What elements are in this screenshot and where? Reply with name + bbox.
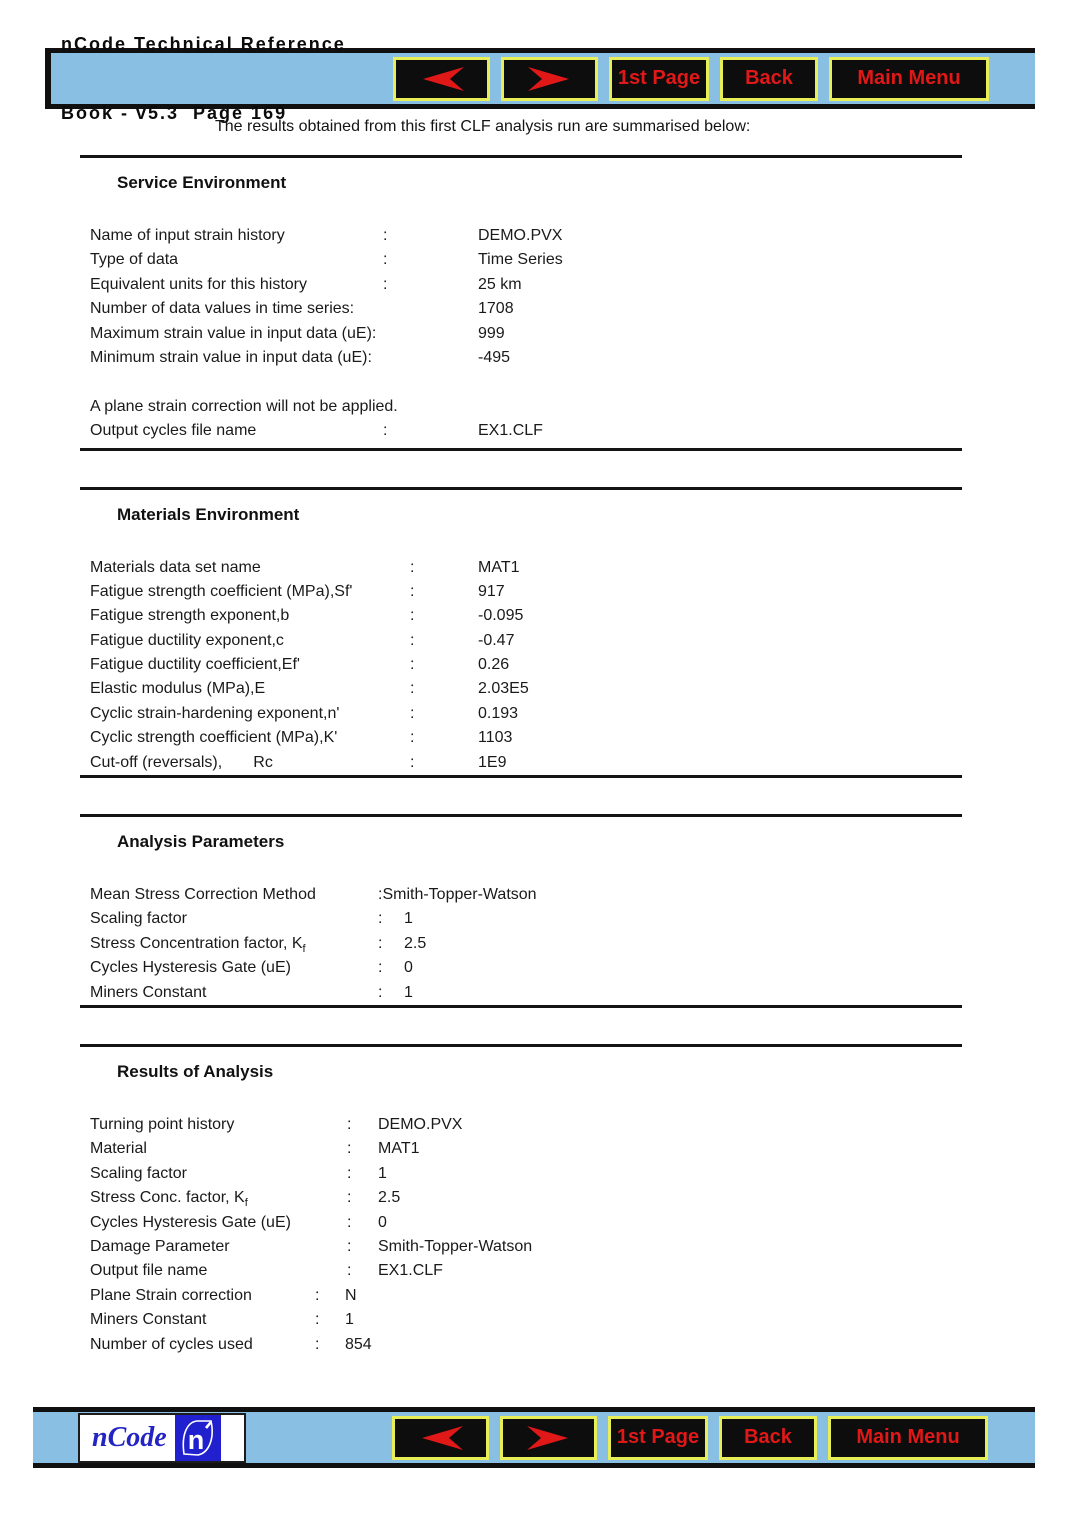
field-colon: : — [383, 251, 388, 269]
field-row — [90, 751, 1080, 775]
section-rule — [80, 155, 962, 158]
section-rule — [80, 487, 962, 490]
field-value: 0 — [404, 959, 413, 977]
next-page-button[interactable] — [500, 1416, 597, 1460]
footer-nav — [392, 1416, 1035, 1460]
field-row — [90, 346, 1080, 370]
field-colon: : — [347, 1262, 352, 1280]
first-page-button[interactable]: 1st Page — [609, 57, 709, 101]
field-row — [90, 1113, 1080, 1137]
field-value: EX1.CLF — [378, 1262, 443, 1280]
first-page-button[interactable]: 1st Page — [608, 1416, 708, 1460]
ncode-logo-text: nCode — [92, 1421, 167, 1453]
field-row — [90, 653, 1080, 677]
field-label: Cut-off (reversals), Rc — [90, 753, 273, 771]
field-colon: : — [410, 631, 415, 649]
header-nav — [393, 57, 1035, 101]
field-label: Fatigue ductility exponent,c — [90, 631, 284, 649]
field-row — [90, 297, 1080, 321]
field-value: DEMO.PVX — [378, 1115, 463, 1133]
field-row — [90, 907, 1080, 931]
field-row — [90, 981, 1080, 1005]
field-value: DEMO.PVX — [478, 227, 563, 244]
section-rows-results-of-analysis — [90, 1113, 1080, 1357]
field-label: Minimum strain value in input data (uE): — [90, 348, 372, 366]
section-rows-analysis-parameters — [90, 883, 1080, 1005]
field-colon: : — [378, 934, 383, 952]
field-row — [90, 1211, 1080, 1235]
back-button[interactable]: Back — [720, 57, 818, 101]
field-label: Output cycles file name — [90, 422, 257, 440]
field-colon: : — [410, 582, 415, 600]
field-value: Time Series — [478, 251, 563, 269]
field-row — [90, 629, 1080, 653]
field-row — [90, 932, 1080, 956]
field-row — [90, 1284, 1080, 1308]
field-row — [90, 1333, 1080, 1357]
section-rule — [80, 814, 962, 817]
field-value: 1E9 — [478, 753, 507, 771]
back-button[interactable]: Back — [719, 1416, 817, 1460]
left-arrow-icon — [414, 65, 470, 93]
field-colon: : — [383, 227, 388, 244]
field-colon: : — [410, 753, 415, 771]
field-label: Stress Concentration factor, $K_f$ — [90, 934, 306, 955]
next-page-button[interactable] — [501, 57, 598, 101]
field-row — [90, 883, 1080, 907]
field-label: Fatigue ductility coefficient,Ef' — [90, 656, 300, 674]
ncode-logo-mark-icon — [175, 1415, 221, 1461]
field-row — [90, 419, 1080, 443]
main-menu-button[interactable]: Main Menu — [828, 1416, 988, 1460]
field-value: -0.47 — [478, 631, 515, 649]
field-label: Materials data set name — [90, 558, 261, 576]
field-value: -0.095 — [478, 607, 524, 625]
field-value: 917 — [478, 582, 505, 600]
field-label: Miners Constant — [90, 1311, 207, 1329]
section-title-service-environment: Service Environment — [117, 173, 287, 192]
field-label: Elastic modulus (MPa),E — [90, 680, 266, 698]
field-value: 1 — [345, 1311, 354, 1329]
field-value: 2.5 — [378, 1189, 401, 1207]
field-colon: : — [383, 275, 388, 293]
field-value: 25 km — [478, 275, 522, 293]
field-value: 0.26 — [478, 656, 510, 674]
field-colon: : — [315, 1311, 320, 1329]
field-value: 1 — [378, 1164, 387, 1182]
field-row — [90, 1137, 1080, 1161]
field-value: MAT1 — [478, 558, 520, 576]
section-rule — [80, 1044, 962, 1047]
page-title-line1: nCode Technical Reference — [61, 33, 346, 54]
field-colon: : — [347, 1213, 352, 1231]
report-content — [0, 112, 1080, 1357]
field-row — [90, 1308, 1080, 1332]
ncode-logo — [78, 1413, 246, 1463]
field-colon: : — [383, 422, 388, 440]
field-row — [90, 273, 1080, 297]
field-row — [90, 677, 1080, 701]
field-label: Cycles Hysteresis Gate (uE) — [90, 1213, 291, 1231]
field-label: Cyclic strain-hardening exponent,n' — [90, 704, 340, 722]
field-value: MAT1 — [378, 1140, 420, 1158]
section-rule — [80, 775, 962, 778]
field-label: Name of input strain history — [90, 227, 285, 244]
field-row — [90, 580, 1080, 604]
field-colon: : — [347, 1164, 352, 1182]
field-row — [90, 248, 1080, 272]
field-label: Scaling factor — [90, 910, 187, 928]
main-menu-button[interactable]: Main Menu — [829, 57, 989, 101]
field-value: N — [345, 1286, 357, 1304]
field-row — [90, 370, 1080, 394]
field-colon: : — [410, 558, 415, 576]
section-rule — [80, 448, 962, 451]
page-title-line2: Book - v5.3 Page 169 — [61, 102, 288, 123]
field-value: 1 — [404, 910, 413, 928]
intro-text: The results obtained from this first CLF analysis run are summarised below: — [215, 118, 751, 135]
section-title-results-of-analysis: Results of Analysis — [117, 1061, 274, 1081]
field-label: Maximum strain value in input data (uE): — [90, 324, 377, 342]
field-label: Cyclic strength coefficient (MPa),K' — [90, 729, 338, 747]
ncode-logo-mark: n — [187, 1424, 204, 1455]
field-row — [90, 956, 1080, 980]
field-row — [90, 1259, 1080, 1283]
field-row — [90, 395, 1080, 419]
field-label: Miners Constant — [90, 983, 207, 1001]
field-value: Smith-Topper-Watson — [378, 1237, 533, 1255]
field-colon: : — [347, 1237, 352, 1255]
footer-bar — [33, 1407, 1035, 1468]
field-label: Number of data values in time series: — [90, 300, 355, 318]
prev-page-button[interactable] — [392, 1416, 489, 1460]
left-arrow-icon — [413, 1424, 469, 1452]
prev-page-button[interactable] — [393, 57, 490, 101]
field-value: 0 — [378, 1213, 387, 1231]
right-arrow-icon — [521, 1424, 577, 1452]
field-row — [90, 604, 1080, 628]
field-value: 1103 — [478, 729, 513, 747]
field-value: 2.5 — [404, 934, 427, 952]
field-row — [90, 556, 1080, 580]
field-row — [90, 1235, 1080, 1259]
field-label: Plane Strain correction — [90, 1286, 252, 1304]
field-label: Cycles Hysteresis Gate (uE) — [90, 959, 291, 977]
field-value: -495 — [478, 348, 511, 366]
field-label: Output file name — [90, 1262, 208, 1280]
field-colon: : — [378, 983, 383, 1001]
field-label: Mean Stress Correction Method — [90, 886, 316, 904]
field-value: :Smith-Topper-Watson — [378, 886, 537, 904]
section-rows-service-environment — [90, 224, 1080, 444]
field-label: Stress Conc. factor, $K_f$ — [90, 1189, 248, 1210]
field-row — [90, 322, 1080, 346]
field-colon: : — [315, 1335, 320, 1353]
field-value: 1 — [404, 983, 413, 1001]
field-row — [90, 1162, 1080, 1186]
field-value: 854 — [345, 1335, 372, 1353]
field-row — [90, 224, 1080, 248]
field-colon: : — [347, 1115, 352, 1133]
section-rule — [80, 1005, 962, 1008]
field-label: Scaling factor — [90, 1164, 187, 1182]
field-value: 2.03E5 — [478, 680, 529, 698]
section-title-materials-environment: Materials Environment — [117, 504, 300, 524]
field-label: A plane strain correction will not be applied. — [90, 397, 398, 415]
section-title-analysis-parameters: Analysis Parameters — [117, 832, 285, 852]
header-bar — [45, 33, 1035, 123]
field-label: Type of data — [90, 251, 179, 269]
field-colon: : — [410, 729, 415, 747]
right-arrow-icon — [522, 65, 578, 93]
field-label: Fatigue strength exponent,b — [90, 607, 290, 625]
field-row — [90, 726, 1080, 750]
field-label: Material — [90, 1140, 147, 1158]
field-colon: : — [410, 607, 415, 625]
field-label: Damage Parameter — [90, 1237, 230, 1255]
field-row — [90, 1186, 1080, 1210]
field-colon: : — [410, 680, 415, 698]
field-label: Number of cycles used — [90, 1335, 253, 1353]
field-colon: : — [378, 910, 383, 928]
field-label: Fatigue strength coefficient (MPa),Sf' — [90, 582, 353, 600]
field-colon: : — [347, 1140, 352, 1158]
field-value: 999 — [478, 324, 505, 342]
field-label: Equivalent units for this history — [90, 275, 307, 293]
field-value: 0.193 — [478, 704, 519, 722]
field-value: EX1.CLF — [478, 422, 543, 440]
section-rows-materials-environment — [90, 556, 1080, 776]
field-row — [90, 702, 1080, 726]
field-label: Turning point history — [90, 1115, 235, 1133]
field-colon: : — [378, 959, 383, 977]
field-colon: : — [410, 656, 415, 674]
field-colon: : — [347, 1189, 352, 1207]
field-value: 1708 — [478, 300, 514, 318]
field-colon: : — [315, 1286, 320, 1304]
field-colon: : — [410, 704, 415, 722]
